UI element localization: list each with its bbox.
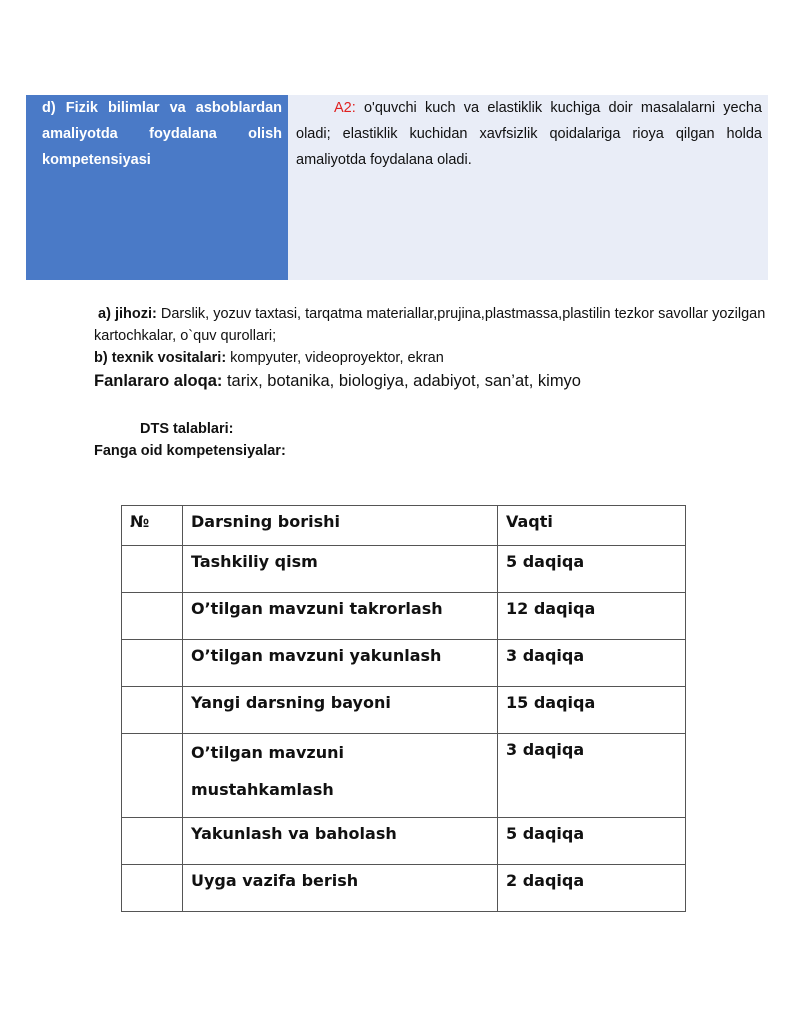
row-number xyxy=(122,593,183,640)
row-stage: O’tilgan mavzuni yakunlash xyxy=(183,640,498,687)
dts-title: DTS talablari: xyxy=(140,421,234,437)
table-row xyxy=(122,734,686,818)
interdisciplinary-text: tarix, botanika, biologiya, adabiyot, san’at, kimyo xyxy=(222,372,581,390)
row-time: 5 daqiqa xyxy=(498,546,686,593)
tech-text: kompyuter, videoproyektor, ekran xyxy=(226,350,444,366)
competency-description: o'quvchi kuch va elastiklik kuchiga doir masalalarni yecha oladi; elastiklik kuchidan xavfsizlik qoidalariga rioya qilgan holda amaliyotda foydalana oladi. xyxy=(296,100,762,168)
row-number xyxy=(122,818,183,865)
row-stage: Uyga vazifa berish xyxy=(183,865,498,912)
interdisciplinary-line xyxy=(94,372,581,391)
row-time: 12 daqiqa xyxy=(498,593,686,640)
row-time: 3 daqiqa xyxy=(498,640,686,687)
competency-heading-cell xyxy=(26,95,288,280)
row-number xyxy=(122,640,183,687)
header-number: № xyxy=(122,506,183,546)
row-number xyxy=(122,546,183,593)
row-time: 5 daqiqa xyxy=(498,818,686,865)
table-row xyxy=(122,865,686,912)
row-stage: Yangi darsning bayoni xyxy=(183,687,498,734)
tech-line xyxy=(94,347,774,369)
table-row xyxy=(122,818,686,865)
equipment-label: a) jihozi: xyxy=(98,306,157,322)
row-stage: Yakunlash va baholash xyxy=(183,818,498,865)
row-stage: O’tilgan mavzuni takrorlash xyxy=(183,593,498,640)
table-row xyxy=(122,640,686,687)
competency-box xyxy=(26,95,768,280)
row-time: 15 daqiqa xyxy=(498,687,686,734)
interdisciplinary-label: Fanlararo aloqa: xyxy=(94,372,223,390)
table-header-row xyxy=(122,506,686,546)
table-row xyxy=(122,546,686,593)
table-row xyxy=(122,593,686,640)
equipment-block xyxy=(94,303,774,369)
competency-code: A2: xyxy=(334,100,356,116)
row-number xyxy=(122,734,183,818)
table-row xyxy=(122,687,686,734)
equipment-line xyxy=(94,303,774,347)
row-time: 2 daqiqa xyxy=(498,865,686,912)
competency-heading: d) Fizik bilimlar va asboblardan amaliyotda foydalana olish kompetensiyasi xyxy=(42,100,282,168)
row-number xyxy=(122,687,183,734)
header-stage: Darsning borishi xyxy=(183,506,498,546)
row-stage: Tashkiliy qism xyxy=(183,546,498,593)
header-time: Vaqti xyxy=(498,506,686,546)
competency-description-cell xyxy=(288,95,768,280)
subject-competencies-title: Fanga oid kompetensiyalar: xyxy=(94,443,286,459)
row-number xyxy=(122,865,183,912)
equipment-text: Darslik, yozuv taxtasi, tarqatma materiallar,prujina,plastmassa,plastilin tezkor savollar yozilgan kartochkalar, o`quv qurollari; xyxy=(94,306,766,344)
row-time: 3 daqiqa xyxy=(498,734,686,818)
row-stage: O’tilgan mavzuni mustahkamlash xyxy=(183,734,498,818)
tech-label: b) texnik vositalari: xyxy=(94,350,227,366)
lesson-plan-table xyxy=(121,505,686,912)
